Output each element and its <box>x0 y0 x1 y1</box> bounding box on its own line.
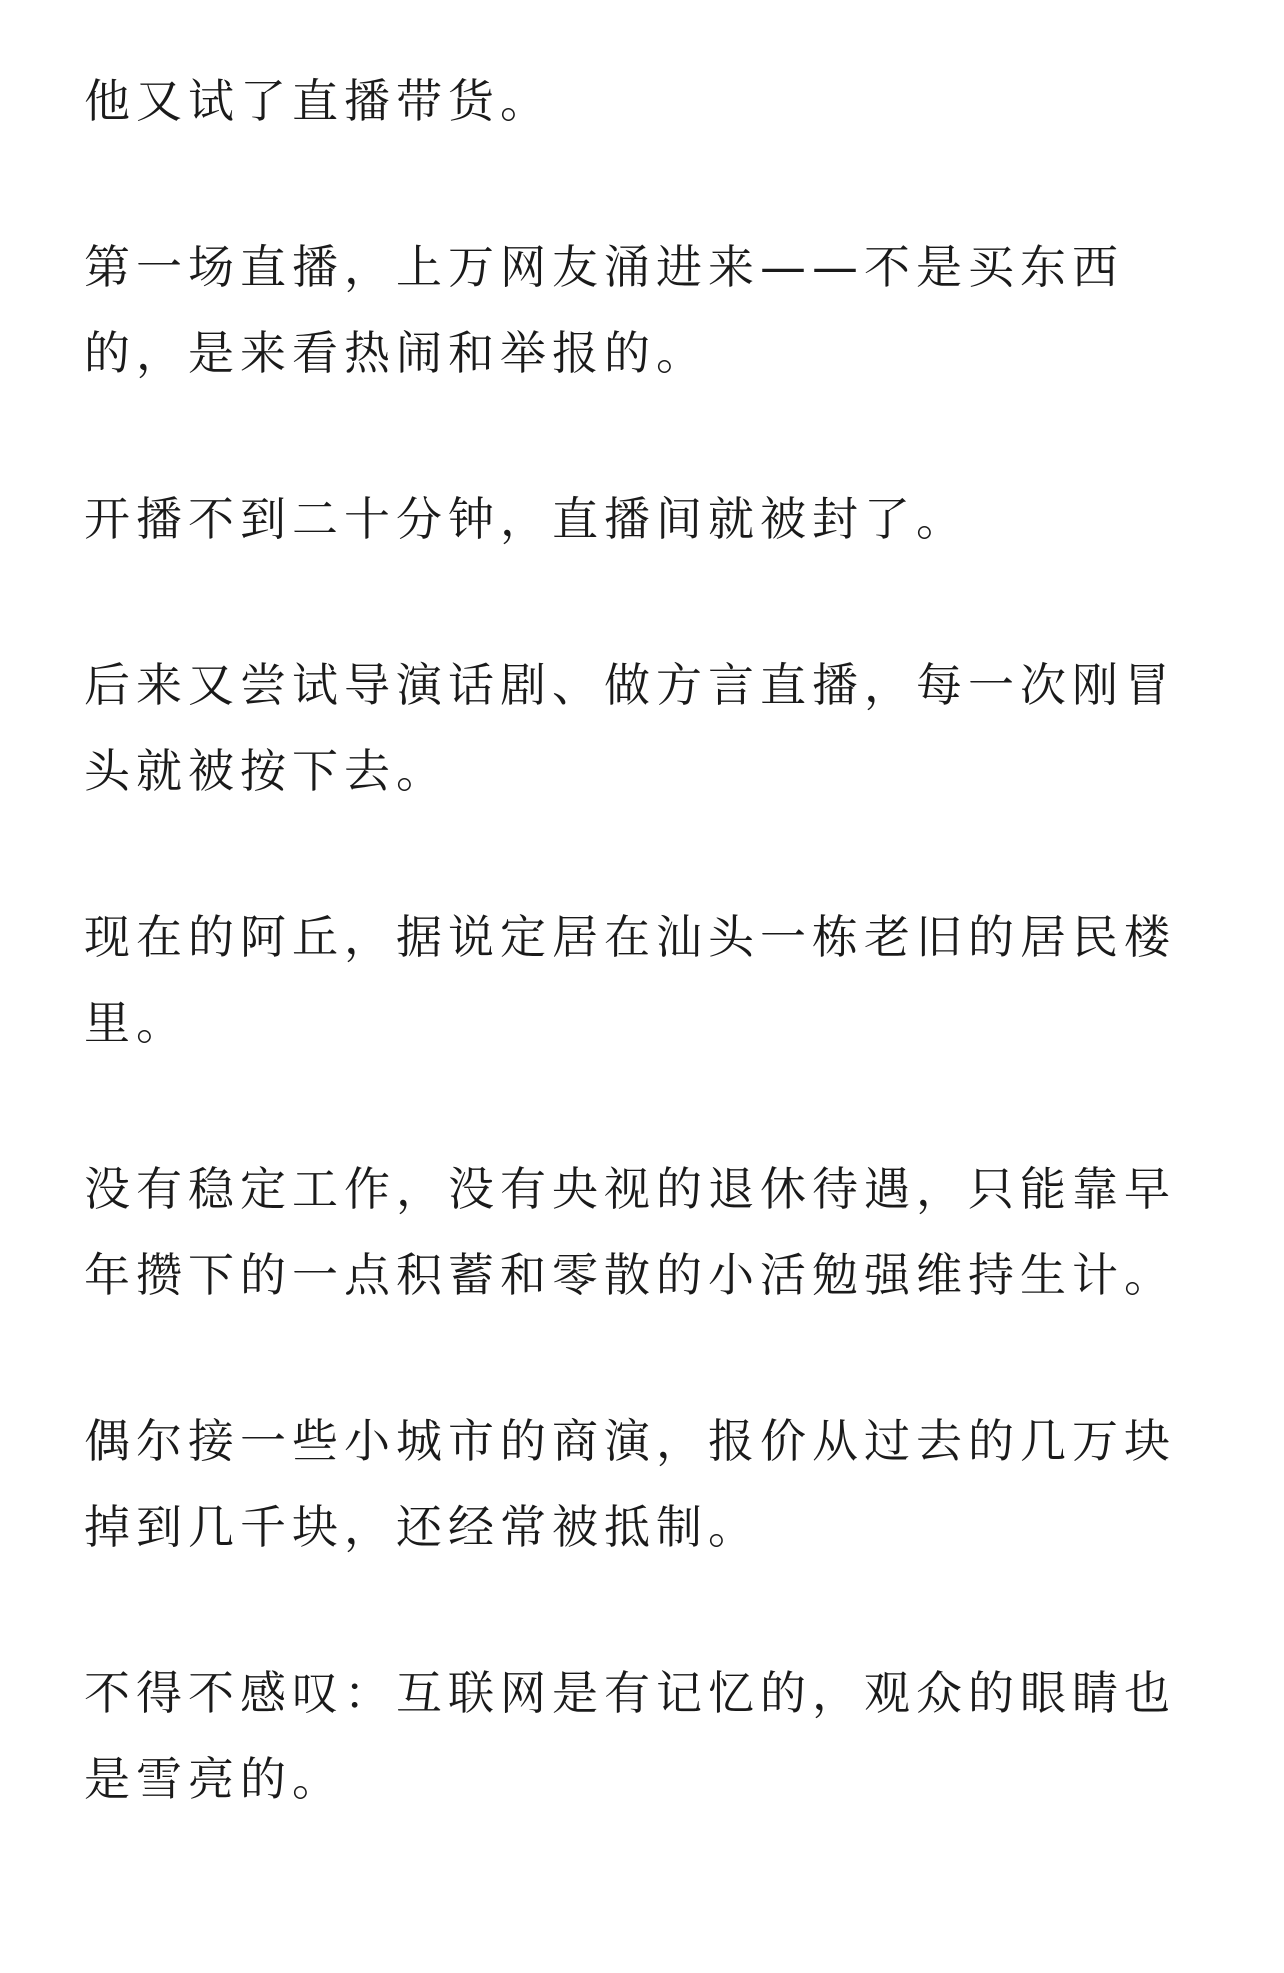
article-body <box>84 58 1194 1902</box>
paragraph: 不得不感叹：互联网是有记忆的，观众的眼睛也是雪亮的。 <box>84 1666 1176 1806</box>
paragraph: 现在的阿丘，据说定居在汕头一栋老旧的居民楼里。 <box>84 910 1176 1050</box>
paragraph: 没有稳定工作，没有央视的退休待遇，只能靠早年攒下的一点积蓄和零散的小活勉强维持生计。 <box>84 1162 1176 1302</box>
paragraph: 后来又尝试导演话剧、做方言直播，每一次刚冒头就被按下去。 <box>84 658 1176 798</box>
paragraph: 他又试了直播带货。 <box>84 74 552 128</box>
paragraph: 第一场直播，上万网友涌进来——不是买东西的，是来看热闹和举报的。 <box>84 240 1124 380</box>
paragraph: 偶尔接一些小城市的商演，报价从过去的几万块掉到几千块，还经常被抵制。 <box>84 1414 1176 1554</box>
paragraph: 开播不到二十分钟，直播间就被封了。 <box>84 492 968 546</box>
